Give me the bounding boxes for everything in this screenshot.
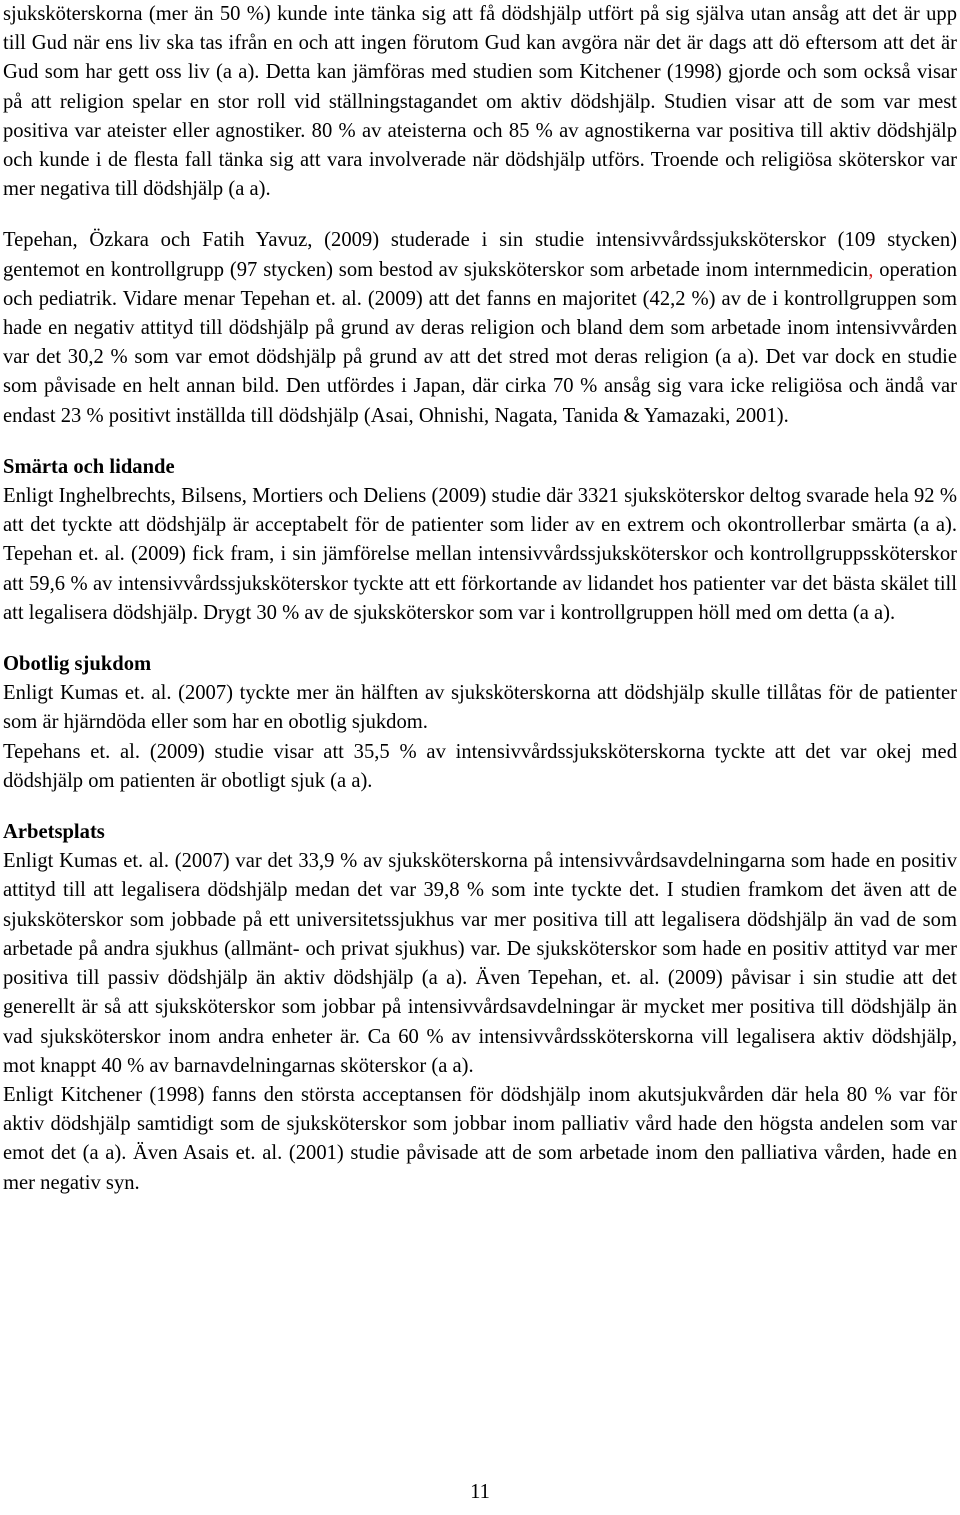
section-heading-arbetsplats: Arbetsplats: [3, 821, 105, 844]
paragraph-tepehan-religion: [3, 226, 957, 430]
paragraph-tepehans-obotlig: Tepehans et. al. (2009) studie visar att 35,5 % av intensivvårdssjuksköterskorna tyckte att det var okej med dödshjälp om patienten är obotligt sjuk (a a).: [3, 740, 957, 792]
document-page: [3, 0, 957, 1515]
paragraph-arbetsplats: Enligt Kumas et. al. (2007) var det 33,9 % av sjuksköterskorna på intensivvårdsavdelningarna som hade en positiv attityd till att legalisera dödshjälp medan det var 39,8 % som inte tyckte det. I studien framkom det även att de sjuksköterskor som jobbade på ett universitetssjukhus var mer positiva till att legalisera dödshjälp än vad de som arbetade på andra sjukhus (allmänt- och privat sjukhus) var. De sjuksköterskor som hade en positiv attityd var mer positiva till passiv dödshjälp än aktiv dödshjälp (a a). Även Tepehan, et. al. (2009) påvisar i sin studie att det generellt är så att sjuksköterskor som jobbar på intensivvårdsavdelningar är mycket mer positiva till dödshjälp än vad sjuksköterskor inom andra enheter är. Ca 60 % av intensivvårdssköterskorna vill legalisera aktiv dödshjälp, mot knappt 40 % av barnavdelningarnas sköterskor (a a).: [3, 850, 957, 1077]
paragraph-religion-continued: sjuksköterskorna (mer än 50 %) kunde inte tänka sig att få dödshjälp utfört på sig själva utan ansåg att det är upp till Gud när ens liv ska tas ifrån en och att ingen förutom Gud kan avgöra när det är dags att dö eftersom att det är Gud som har gett oss liv (a a). Detta kan jämföras med studien som Kitchener (1998) gjorde och som också visar på att religion spelar en stor roll vid ställningstagandet om aktiv dödshjälp. Studien visar att de som var mest positiva var ateister eller agnostiker. 80 % av ateisterna och 85 % av agnostikerna var positiva till aktiv dödshjälp och kunde i de flesta fall tänka sig att vara involverade när dödshjälp utförs. Troende och religiösa sköterskor var mer negativa till dödshjälp (a a).: [3, 3, 957, 201]
paragraph-smarta: Enligt Inghelbrechts, Bilsens, Mortiers och Deliens (2009) studie där 3321 sjuksköterskor deltog svarade hela 92 % att det tyckte att dödshjälp är acceptabelt för de patienter som lider av en extrem och okontrollerbar smärta (a a). Tepehan et. al. (2009) fick fram, i sin jämförelse mellan intensivvårdssjuksköterskor och kontrollgruppssköterskor att 59,6 % av intensivvårdssjuksköterskor tyckte att ett förkortande av lidandet hos patienter var det bästa skälet till att legalisera dödshjälp. Drygt 30 % av de sjuksköterskor som var i kontrollgruppen höll med om detta (a a).: [3, 485, 957, 624]
section-heading-obotlig-sjukdom: Obotlig sjukdom: [3, 653, 152, 676]
paragraph-text-part: operation och pediatrik. Vidare menar Tepehan et. al. (2009) att det fanns en majoritet (42,2 %) av de i kontrollgruppen som hade en negativ attityd till dödshjälp på grund av deras religion och bland dem som arbetade inom intensivvården var det 30,2 % som var emot dödshjälp på grund av att det stred mot deras religion (a a). Det var dock en studie som påvisade en helt annan bild. Den utfördes i Japan, där cirka 70 % ansåg sig vara icke religiösa och ändå var endast 23 % positivt inställda till dödshjälp (Asai, Ohnishi, Nagata, Tanida & Yamazaki, 2001).: [3, 258, 957, 427]
paragraph-text-part: Tepehan, Özkara och Fatih Yavuz, (2009) studerade i sin studie intensivvårdssjuksköterskor (109 stycken) gentemot en kontrollgrupp (97 stycken) som bestod av sjuksköterskor som arbetade inom internmedicin: [3, 229, 957, 281]
paragraph-kitchener-akutsjukvard: Enligt Kitchener (1998) fanns den största acceptansen för dödshjälp inom akutsjukvården där hela 80 % var för aktiv dödshjälp samtidigt som de sjuksköterskor som jobbar inom palliativ vård hade den högsta andelen som var emot det (a a). Även Asais et. al. (2001) studie påvisade att de som arbetade inom den palliativa vården, hade en mer negativ syn.: [3, 1083, 957, 1194]
highlighted-comma: ,: [868, 258, 874, 281]
section-heading-smarta-och-lidande: Smärta och lidande: [3, 455, 175, 478]
paragraph-kumas-obotlig: Enligt Kumas et. al. (2007) tyckte mer än hälften av sjuksköterskorna att dödshjälp skulle tillåtas för de patienter som är hjärndöda eller som har en obotlig sjukdom.: [3, 682, 957, 734]
page-number: 11: [470, 1481, 490, 1503]
